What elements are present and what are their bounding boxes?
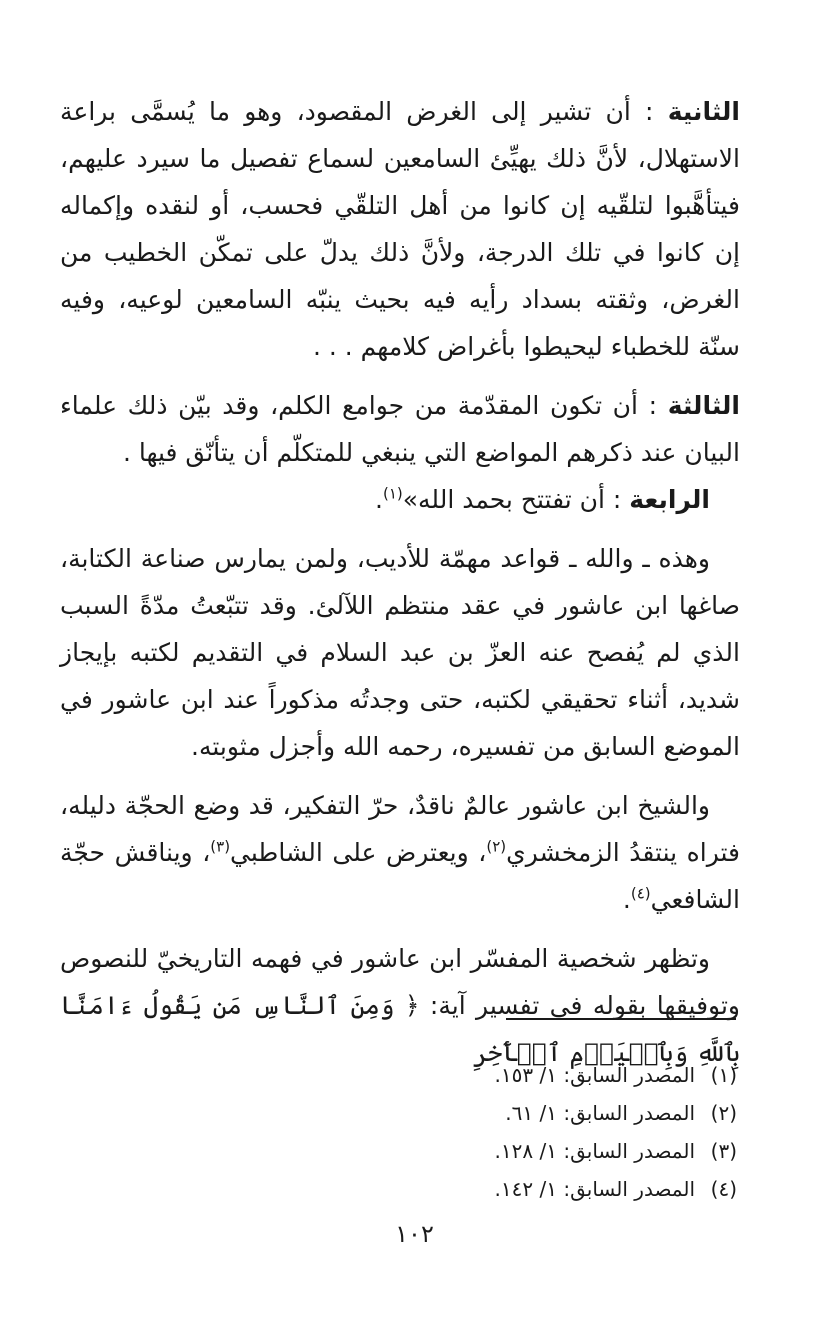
paragraph-text: ، ويناقش حجّة الشافعي [60,838,740,914]
footnote-number: (٣) [710,1139,737,1163]
page-number: ١٠٢ [395,1220,434,1248]
footnote-number: (٤) [710,1177,737,1201]
footnote-text: المصدر السابق: ١/ ١٢٨. [494,1139,695,1163]
paragraph-third-point [60,382,740,476]
paragraph-text: وتظهر شخصية المفسّر ابن عاشور في فهمه التاريخيّ للنصوص وتوفيقها بقوله في تفسير آية: [60,944,740,1020]
paragraph-label: الثانية [667,97,740,126]
footnote-text: المصدر السابق: ١/ ١٥٣. [494,1063,695,1087]
paragraph-label: الرابعة [629,485,710,514]
paragraph-critic [60,782,740,923]
paragraph-text: ، ويعترض على الشاطبي [230,838,487,867]
quran-verse: ﴿ وَمِنَ ٱلنَّاسِ مَن يَقُولُ ءَامَنَّا بِٱللَّهِ وَبِٱلۡيَوۡمِ ٱلۡأٓخِرِ [60,991,740,1067]
footnote-item [337,1170,737,1208]
paragraph-text: وهذه ـ والله ـ قواعد مهمّة للأديب، ولمن يمارس صناعة الكتابة، صاغها ابن عاشور في عقد منتظم اللآلئ. وقد تتبّعتُ مدّةً السبب الذي لم يُفصح عنه العزّ بن عبد السلام في التقديم لكتبه بإيجاز شديد، أثناء تحقيقي لكتبه، حتى وجدتُه مذكوراً عند ابن عاشور في الموضع السابق من تفسيره، رحمه الله وأجزل مثوبته. [60,544,740,761]
footnote-item [337,1094,737,1132]
paragraph-end: . [375,485,383,514]
paragraph-fourth-point [60,476,740,523]
footnotes [337,1056,737,1208]
footnote-reference: (٢) [486,837,507,856]
footnote-reference: (٣) [210,837,231,856]
footnote-number: (٢) [710,1101,737,1125]
paragraph-rules-commentary [60,535,740,770]
footnote-text: المصدر السابق: ١/ ١٤٢. [494,1177,695,1201]
paragraph-text: والشيخ ابن عاشور عالمٌ ناقدٌ، حرّ التفكير، قد وضع الحجّة دليله، فتراه ينتقدُ الزمخشري [60,791,741,867]
paragraph-second-point [60,88,740,370]
footnote-item [337,1056,737,1094]
footnote-reference: (٤) [630,884,651,903]
page-body [60,88,740,1076]
paragraph-text: : أن تشير إلى الغرض المقصود، وهو ما يُسمَّى براعة الاستهلال، لأنَّ ذلك يهيِّئ السامعين لسماع تفصيل ما سيرد عليهم، فيتأهَّبوا لتلقّيه إن كانوا من أهل التلقّي فحسب، أو لنقده وإكماله إن كانوا في تلك الدرجة، ولأنَّ ذلك يدلّ على تمكّن الخطيب من الغرض، وثقته بسداد رأيه فيه بحيث ينبّه السامعين لوعيه، وفيه سنّة للخطباء ليحيطوا بأغراض كلامهم . . . [60,97,740,361]
paragraph-text: : أن تفتتح بحمد الله» [402,485,622,514]
paragraph-historical [60,935,740,1076]
footnote-text: المصدر السابق: ١/ ٦١. [505,1101,695,1125]
footnote-separator [506,1018,736,1020]
footnote-item [337,1132,737,1170]
footnote-reference: (١) [382,484,403,503]
paragraph-label: الثالثة [667,391,740,420]
paragraph-text: : أن تكون المقدّمة من جوامع الكلم، وقد بيّن ذلك علماء البيان عند ذكرهم المواضع التي ينبغي للمتكلّم أن يتأنّق فيها . [60,391,740,467]
paragraph-end: . [622,885,631,914]
footnote-number: (١) [710,1063,737,1087]
